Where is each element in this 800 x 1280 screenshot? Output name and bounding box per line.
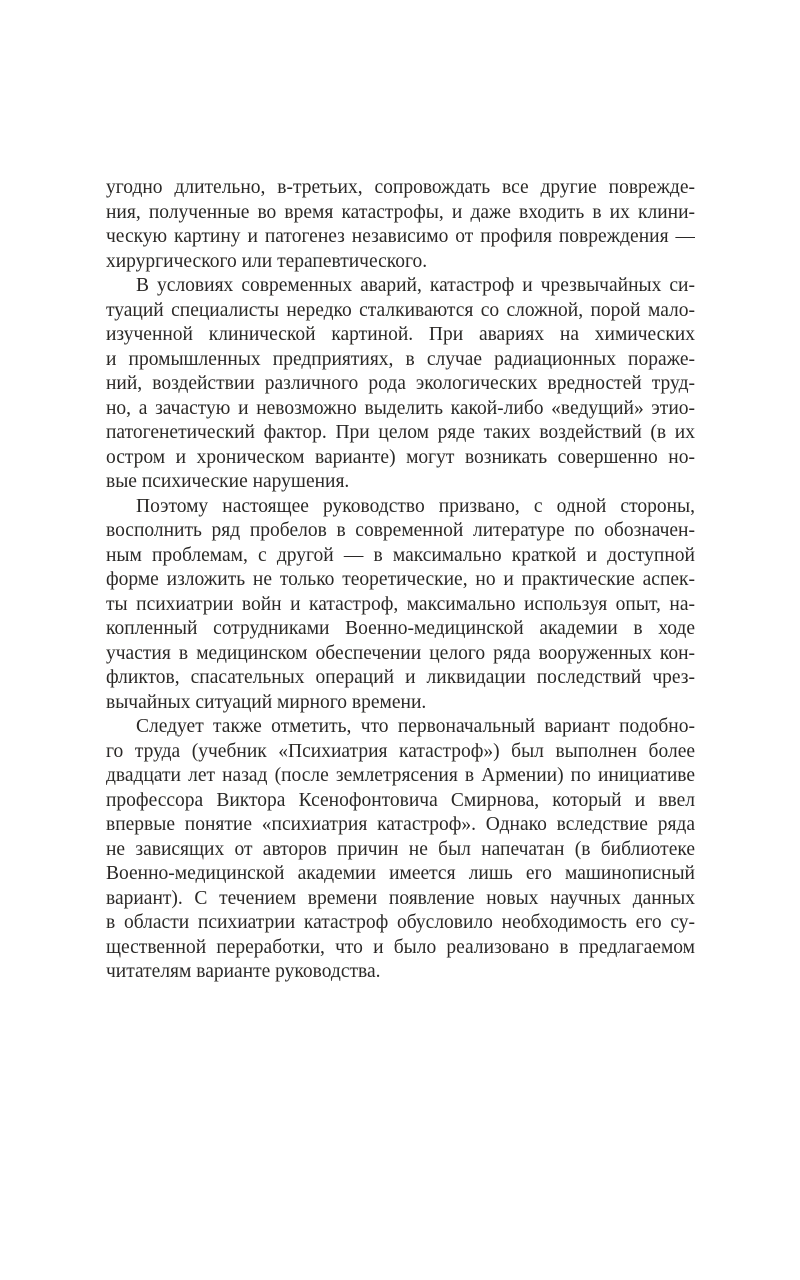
text-line: вычайных ситуаций мирного времени. [106,691,427,713]
text-line: вариант). С течением времени появление новых научных данных [106,887,695,909]
paragraph [106,715,695,985]
paragraph [106,274,695,495]
text-line: ческую картину и патогенез независимо от профиля повреждения — [106,226,695,247]
text-line: туаций специалисты нередко сталкиваются со сложной, порой мало- [106,299,695,321]
text-line: изученной клинической картиной. При авариях на химических [106,324,695,345]
text-line: патогенетический фактор. При целом ряде таких воздействий (в их [106,422,695,443]
text-line: и промышленных предприятиях, в случае радиационных пораже- [106,348,695,370]
text-line: щественной переработки, что и было реализовано в предлагаемом [106,936,695,958]
text-line: читателям варианте руководства. [106,961,381,982]
text-line: но, а зачастую и невозможно выделить какой-либо «ведущий» этио- [106,397,695,419]
text-line: вые психические нарушения. [106,471,350,492]
text-line: угодно длительно, в-третьих, сопровождать все другие поврежде- [106,177,695,198]
page-text [106,176,695,985]
text-line: В условиях современных аварий, катастроф и чрезвычайных си- [136,275,695,296]
text-line: форме изложить не только теоретические, но и практические аспек- [106,569,695,590]
text-line: восполнить ряд пробелов в современной литературе по обозначен- [106,520,695,541]
text-line: Военно-медицинской академии имеется лишь его машинописный [106,863,695,884]
text-line: профессора Виктора Ксенофонтовича Смирнова, который и ввел [106,789,695,811]
text-line: Следует также отметить, что первоначальный вариант подобно- [136,716,695,737]
text-line: ний, воздействии различного рода экологических вредностей труд- [106,373,695,394]
text-line: не зависящих от авторов причин не был напечатан (в библиотеке [106,838,695,860]
text-line: фликтов, спасательных операций и ликвидации последствий чрез- [106,667,695,688]
text-line: впервые понятие «психиатрия катастроф». Однако вследствие ряда [106,814,695,835]
text-line: двадцати лет назад (после землетрясения в Армении) по инициативе [106,765,695,786]
text-line: ния, полученные во время катастрофы, и даже входить в их клини- [106,201,695,223]
text-line: в области психиатрии катастроф обусловило необходимость его су- [106,912,695,933]
text-line: хирургического или терапевтического. [106,250,428,272]
paragraph [106,176,695,274]
text-line: ным проблемам, с другой — в максимально краткой и доступной [106,544,695,566]
paragraph [106,495,695,716]
text-line: го труда (учебник «Психиатрия катастроф») был выполнен более [106,740,695,762]
text-line: участия в медицинском обеспечении целого ряда вооруженных кон- [106,642,695,664]
text-line: ты психиатрии войн и катастроф, максимально используя опыт, на- [106,593,695,615]
text-line: остром и хроническом варианте) могут возникать совершенно но- [106,446,695,468]
text-line: копленный сотрудниками Военно-медицинской академии в ходе [106,618,695,639]
text-line: Поэтому настоящее руководство призвано, с одной стороны, [136,495,695,517]
